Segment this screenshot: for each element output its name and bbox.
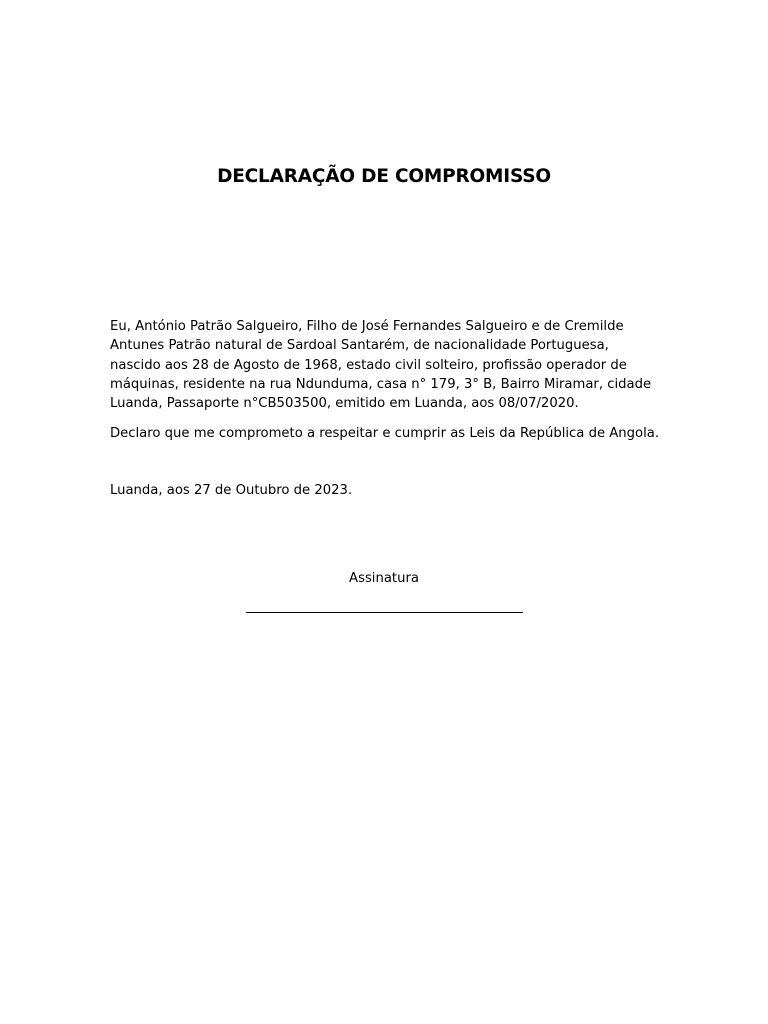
date-line: Luanda, aos 27 de Outubro de 2023. — [110, 483, 353, 498]
commitment-paragraph: Declaro que me comprometo a respeitar e cumprir as Leis da República de Angola. — [110, 426, 660, 441]
document-title: DECLARAÇÃO DE COMPROMISSO — [217, 166, 551, 187]
declaration-paragraph: Eu, António Patrão Salgueiro, Filho de José Fernandes Salgueiro e de Cremilde Antunes Patrão natural de Sardoal Santarém, de nacionalidade Portuguesa, nascido aos 28 de Agosto de 1968, estado civil solteiro, profissão operador de máquinas, residente na rua Ndunduma, casa n° 179, 3° B, Bairro Miramar, cidade Luanda, Passaporte n°CB503500, emitido em Luanda, aos 08/07/2020. — [110, 319, 652, 412]
signature-label: Assinatura — [349, 571, 419, 586]
signature-line — [246, 612, 523, 613]
